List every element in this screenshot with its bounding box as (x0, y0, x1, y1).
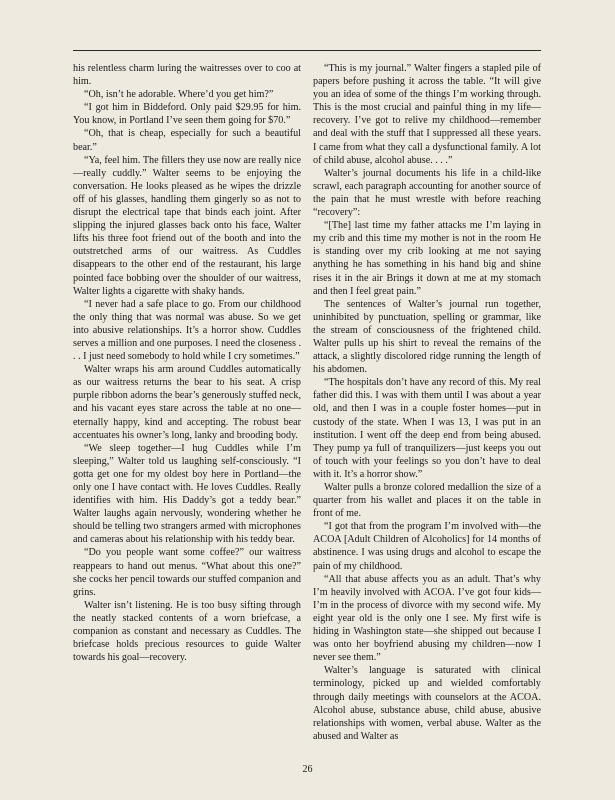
paragraph: Walter’s language is saturated with clinical terminology, picked up and wielded comfortably through daily meetings with counselors at the ACOA. Alcohol abuse, substance abuse, child abuse, abusive relationships with women, verbal abuse. Walter as the abused and Walter as (313, 665, 541, 742)
page-number: 26 (302, 764, 313, 775)
paragraph: “Do you people want some coffee?” our waitress reappears to hand out menus. “What about this one?” she cocks her pencil towards our stuffed companion and grins. (73, 547, 301, 598)
header-rule (73, 50, 541, 51)
paragraph: “I got him in Biddeford. Only paid $29.95 for him. You know, in Portland I’ve seen them going for $70.” (73, 102, 301, 127)
paragraph: “We sleep together—I hug Cuddles while I’m sleeping,” Walter told us laughing self-consciously. “I gotta get one for my oldest boy here in Portland—the only one I have contact with. He loves Cuddles. Really identifies with him. His Daddy’s got a teddy bear.” Walter laughs again nervously, wondering whether he should be telling two strangers armed with microphones and cameras about his relationship with his teddy bear. (73, 442, 301, 546)
paragraph: “Ya, feel him. The fillers they use now are really nice—really cuddly.” Walter seems to be enjoying the conversation. He looks pleased as he wipes the drizzle off of his glasses, handling them gingerly so as not to disrupt the electrical tape that binds each joint. After slipping the injured glasses back onto his face, Walter lifts his three foot friend out of the booth and into the outstretched arms of our waitress. As Cuddles disappears to the other end of the restaurant, his large pointed face bobbing over the shoulder of our waitress, Walter lights a cigarette with shaky hands. (73, 154, 301, 297)
paragraph: his relentless charm luring the waitresses over to coo at him. (73, 63, 301, 88)
paragraph: Walter wraps his arm around Cuddles automatically as our waitress returns the bear to his seat. A crisp purple ribbon adorns the bear’s generously stuffed neck, and his vacant eyes stare across the table at no one—eternally happy, kind and accepting. The robust bear accentuates his owner’s long, lanky and brooding body. (73, 364, 301, 441)
left-column (73, 62, 301, 664)
paragraph: “All that abuse affects you as an adult. That’s why I’m heavily involved with ACOA. I’ve got four kids—I’m in the process of divorce with my second wife. My eight year old is the only one I see. My first wife is hiding in Washington state—she shipped out because I was onto her boyfriend abusing my children—now I never see them.” (313, 573, 541, 664)
paragraph: Walter’s journal documents his life in a child-like scrawl, each paragraph accounting for another source of the pain that he must wrestle with before reaching “recovery”: (313, 167, 541, 219)
paragraph: “I got that from the program I’m involved with—the ACOA [Adult Children of Alcoholics] for 14 months of abstinence. I was using drugs and alcohol to escape the pain of my childhood. (313, 521, 541, 572)
paragraph: “This is my journal.” Walter fingers a stapled pile of papers before pushing it across the table. “It will give you an idea of some of the things I’m working through. This is the most crucial and painful thing in my life—recovery. I’ve got to relive my childhood—remember and deal with the stuff that I suppressed all these years. I came from what they call a dysfunctional family. A lot of child abuse, alcohol abuse. . . .” (313, 63, 541, 166)
paragraph: Walter isn’t listening. He is too busy sifting through the neatly stacked contents of a worn briefcase, a companion as constant and necessary as Cuddles. The briefcase holds precious resources to guide Walter towards his goal—recovery. (73, 599, 301, 664)
paragraph: The sentences of Walter’s journal run together, uninhibited by punctuation, spelling or grammar, like the stream of consciousness of the frightened child. Walter pulls up his shirt to reveal the remains of the attack, a slightly discolored ridge running the length of his abdomen. (313, 298, 541, 376)
paragraph: Walter pulls a bronze colored medallion the size of a quarter from his wallet and places it on the table in front of me. (313, 482, 541, 520)
paragraph: “The hospitals don’t have any record of this. My real father did this. I was with them until I was about a year old, and then I was in a couple foster homes—put in custody of the state. When I was 13, I was put in an institution. I went off the deep end from being abused. They pump ya full of tranquilizers—just keeps you out of touch with your feelings so you don’t have to deal with it. It’s a horror show.” (313, 377, 541, 480)
paragraph: “Oh, isn’t he adorable. Where’d you get him?” (84, 89, 274, 101)
journal-quote: “[The] last time my father attacks me I’m laying in my crib and this time my mother is not in the room He is standing over my crib looking at me not saying anything he has something in his hand big and shine rises it in the air Brings it down at me at my stomach and then I feel great pain.” (313, 220, 541, 297)
right-column (313, 62, 541, 743)
paragraph: “Oh, that is cheap, especially for such a beautiful bear.” (73, 128, 301, 153)
paragraph: “I never had a safe place to go. From our childhood the only thing that was normal was abuse. So we get into abusive relationships. It’s a horror show. Cuddles serves a million and one purposes. I need the closeness . . . I just need somebody to hold while I cry sometimes.” (73, 298, 301, 363)
